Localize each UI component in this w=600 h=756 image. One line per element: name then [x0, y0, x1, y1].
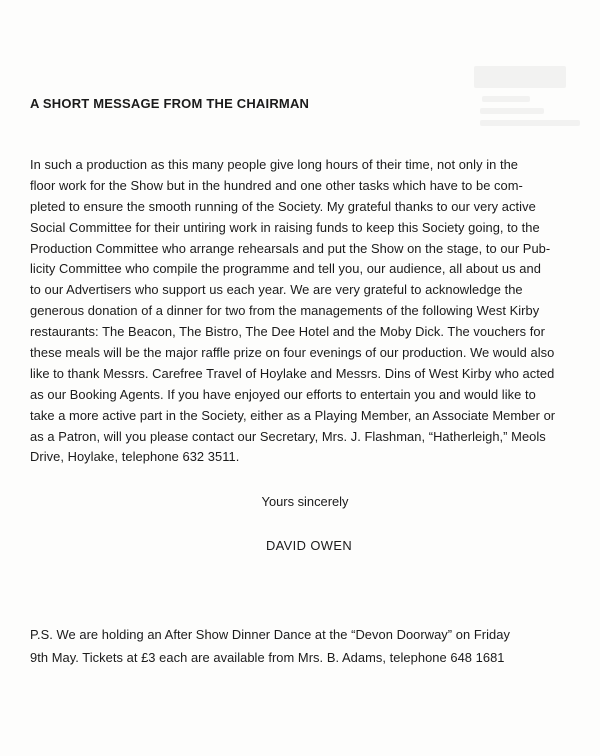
- closing-salutation: Yours sincerely: [261, 494, 349, 509]
- body-line: Drive, Hoylake, telephone 632 3511.: [30, 449, 240, 465]
- body-line: restaurants: The Beacon, The Bistro, The Dee Hotel and the Moby Dick. The vouchers for: [30, 324, 545, 340]
- postscript-line: 9th May. Tickets at £3 each are available from Mrs. B. Adams, telephone 648 1681: [30, 650, 505, 665]
- show-through-shadow: [480, 120, 580, 126]
- message-heading: A SHORT MESSAGE FROM THE CHAIRMAN: [30, 96, 310, 111]
- body-line: licity Committee who compile the programme and tell you, our audience, all about us and: [30, 261, 541, 277]
- body-line: In such a production as this many people give long hours of their time, not only in the: [30, 157, 519, 172]
- show-through-shadow: [474, 66, 566, 88]
- body-line: as a Patron, will you please contact our Secretary, Mrs. J. Flashman, “Hatherleigh,” Meols: [30, 428, 546, 444]
- body-line: generous donation of a dinner for two from the managements of the following West Kirby: [30, 303, 540, 319]
- body-line: Social Committee for their untiring work in raising funds to keep this Society going, to the: [30, 219, 540, 235]
- body-line: like to thank Messrs. Carefree Travel of Hoylake and Messrs. Dins of West Kirby who acted: [30, 365, 555, 381]
- body-line: floor work for the Show but in the hundred and one other tasks which have to be com-: [30, 177, 523, 193]
- body-line: as our Booking Agents. If you have enjoyed our efforts to entertain you and would like to: [30, 386, 536, 402]
- body-line: pleted to ensure the smooth running of the Society. My grateful thanks to our very active: [30, 198, 536, 214]
- message-body: [30, 155, 576, 468]
- signature-name: DAVID OWEN: [265, 538, 353, 553]
- body-line: Production Committee who arrange rehearsals and put the Show on the stage, to our Pub-: [30, 240, 551, 256]
- body-line: take a more active part in the Society, either as a Playing Member, an Associate Member or: [30, 407, 556, 423]
- body-line: to our Advertisers who support us each year. We are very grateful to acknowledge the: [30, 282, 523, 298]
- postscript-line: P.S. We are holding an After Show Dinner Dance at the “Devon Doorway” on Friday: [30, 627, 510, 642]
- postscript: [30, 623, 576, 669]
- body-line: these meals will be the major raffle prize on four evenings of our production. We would also: [30, 345, 555, 361]
